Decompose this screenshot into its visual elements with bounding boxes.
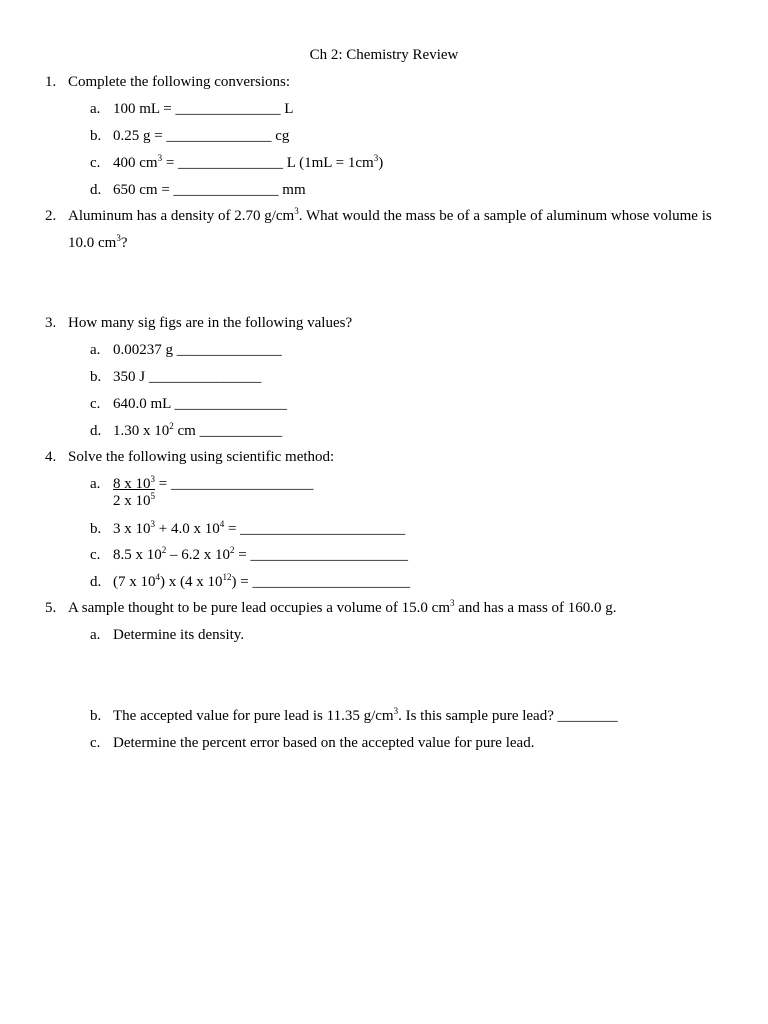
sub-text: (7 x $10^4$) x (4 x $10^{12}$) = _____________________: [113, 572, 410, 590]
question-number: 4.: [45, 449, 57, 465]
sub-text: 8.5 x $10^2 - 6.2$ x $10^2$ = _____________________: [113, 545, 408, 563]
question-number: 5.: [45, 600, 57, 616]
sub-label: a.: [90, 342, 101, 358]
page-title: Ch 2: Chemistry Review: [309, 47, 459, 63]
sub-text: The accepted value for pure lead is 11.35 $g/cm^3$. Is this sample pure lead? ________: [113, 706, 618, 724]
sub-label: c.: [90, 735, 101, 751]
sub-label: d.: [90, 182, 102, 198]
question-number: 1.: [45, 74, 57, 90]
sub-text: 0.25 g = ______________ cg: [113, 128, 290, 144]
question-text: Solve the following using scientific method:: [68, 449, 335, 465]
sub-label: c.: [90, 155, 101, 171]
sub-label: c.: [90, 396, 101, 412]
sub-text: 400 $cm^3$ = ______________ L $(1mL = 1cm^3)$: [113, 153, 384, 171]
sub-text: 640.0 mL _______________: [113, 396, 288, 412]
fraction-numerator: 8 x $10^3$ = ___________________: [113, 474, 314, 492]
question-number: 3.: [45, 315, 57, 331]
sub-label: a.: [90, 476, 101, 492]
sub-text: 100 mL = ______________ L: [113, 101, 294, 117]
sub-label: b.: [90, 708, 102, 724]
question-text: A sample thought to be pure lead occupies a volume of 15.0 $cm^3$ and has a mass of 160.0 g.: [68, 598, 617, 616]
question-number: 2.: [45, 208, 57, 224]
sub-label: b.: [90, 369, 102, 385]
question-text: 10.0 $cm^3$?: [68, 233, 128, 251]
sub-text: Determine the percent error based on the accepted value for pure lead.: [113, 735, 535, 751]
sub-label: a.: [90, 101, 101, 117]
sub-text: 1.30 x $10^2$ cm ___________: [113, 421, 283, 439]
sub-label: c.: [90, 547, 101, 563]
sub-text: 350 J _______________: [113, 369, 262, 385]
sub-label: d.: [90, 574, 102, 590]
question-text: How many sig figs are in the following values?: [68, 315, 353, 331]
sub-label: d.: [90, 423, 102, 439]
fraction-denominator: 2 x $10^5$: [113, 491, 155, 509]
sub-text: 0.00237 g ______________: [113, 342, 282, 358]
sub-text: 650 cm = ______________ mm: [113, 182, 306, 198]
sub-label: b.: [90, 521, 102, 537]
sub-text: Determine its density.: [113, 627, 245, 643]
sub-text: 3 x $10^3 + 4.0$ x $10^4$ = ______________________: [113, 519, 406, 537]
sub-label: a.: [90, 627, 101, 643]
question-text: Aluminum has a density of 2.70 $g/cm^3$. What would the mass be of a sample of aluminum whose volume is: [68, 206, 712, 224]
question-text: Complete the following conversions:: [68, 74, 291, 90]
sub-label: b.: [90, 128, 102, 144]
